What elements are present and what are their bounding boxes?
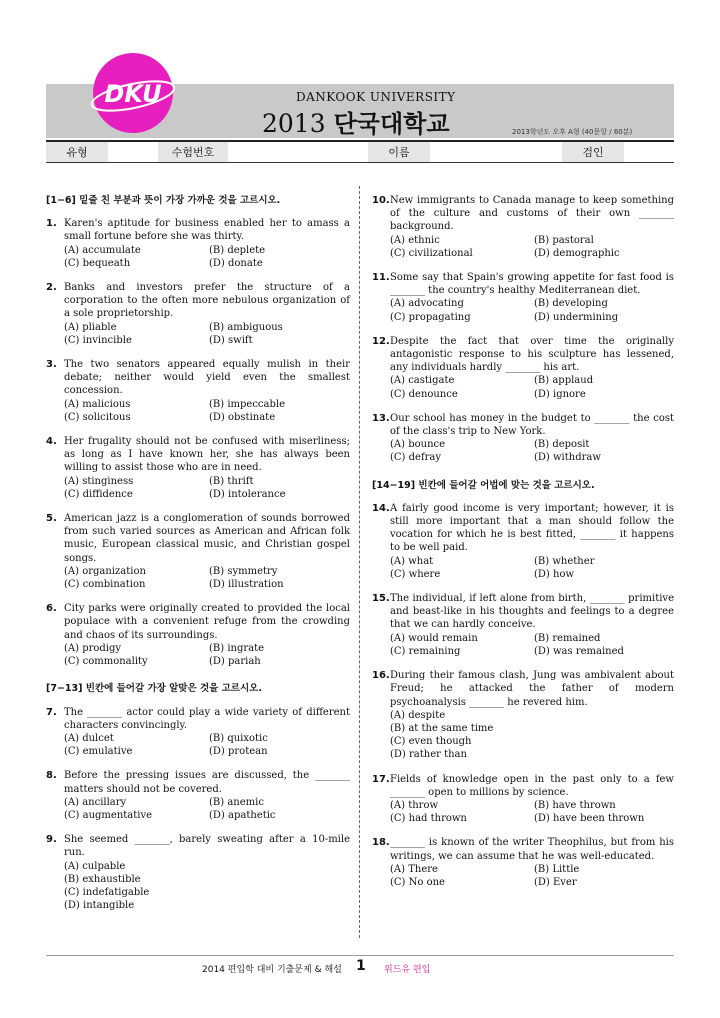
type-field[interactable] xyxy=(108,142,158,162)
question-stem: Before the pressing issues are discussed, the _______ matters should not be covered. xyxy=(64,770,350,795)
question-stem: During their famous clash, Jung was ambivalent about Freud; he attacked the father of modern psychoanalysis _______ he revered him. xyxy=(390,670,674,708)
answer-option[interactable]: (A) bounce xyxy=(390,439,446,451)
answer-option[interactable]: (A) malicious xyxy=(64,398,131,410)
answer-option[interactable]: (B) impeccable xyxy=(209,398,286,410)
question-body xyxy=(64,358,350,424)
answer-option[interactable]: (C) defray xyxy=(390,452,442,464)
right-column xyxy=(372,194,674,900)
answer-options xyxy=(64,475,350,501)
left-column xyxy=(46,194,350,923)
answer-option[interactable]: (A) organization xyxy=(64,565,146,577)
answer-option[interactable]: (C) No one xyxy=(390,876,445,888)
answer-option[interactable]: (D) ignore xyxy=(534,388,586,400)
question-stem: New immigrants to Canada manage to keep something of the culture and customs of their own _______ background. xyxy=(390,195,674,233)
question-number: 3. xyxy=(46,359,57,371)
question-number: 6. xyxy=(46,603,57,615)
question-item xyxy=(46,602,350,668)
question-item xyxy=(372,773,674,826)
answer-option[interactable]: (C) where xyxy=(390,568,441,580)
exam-year: 2013 xyxy=(262,109,326,138)
answer-option[interactable]: (B) symmetry xyxy=(209,565,278,577)
question-item xyxy=(372,271,674,324)
question-number: 1. xyxy=(46,218,57,230)
answer-option[interactable]: (D) undermining xyxy=(534,311,619,323)
question-body xyxy=(390,669,674,761)
question-body xyxy=(64,217,350,270)
question-stem: The _______ actor could play a wide variety of different characters convincingly. xyxy=(64,706,350,731)
question-stem: _______ is known of the writer Theophilus, but from his writings, we can assume that he was well-educated. xyxy=(390,837,674,862)
answer-option[interactable]: (D) apathetic xyxy=(209,809,276,821)
answer-option[interactable]: (D) intolerance xyxy=(209,488,286,500)
question-item xyxy=(372,502,674,581)
question-item xyxy=(372,412,674,465)
question-item xyxy=(46,769,350,822)
answer-option[interactable]: (D) Ever xyxy=(534,876,577,888)
answer-option[interactable]: (D) was remained xyxy=(534,645,624,657)
answer-option[interactable]: (C) commonality xyxy=(64,656,148,668)
section-heading: [7−13] 빈칸에 들어갈 가장 알맞은 것을 고르시오. xyxy=(46,683,262,695)
answer-option[interactable]: (C) combination xyxy=(64,579,146,591)
answer-option[interactable]: (D) obstinate xyxy=(209,411,276,423)
question-number: 15. xyxy=(372,593,390,605)
answer-option[interactable]: (C) solicitous xyxy=(64,411,131,423)
footer-brand: 위드유 편입 xyxy=(384,965,431,975)
answer-option[interactable]: (B) applaud xyxy=(534,375,594,387)
answer-options xyxy=(64,732,350,758)
answer-option[interactable]: (B) whether xyxy=(534,555,595,567)
answer-option[interactable]: (C) indefatigable xyxy=(64,886,150,898)
question-body xyxy=(390,592,674,658)
answer-option[interactable]: (D) withdraw xyxy=(534,452,601,464)
answer-option[interactable]: (D) protean xyxy=(209,746,268,758)
question-item xyxy=(46,512,350,591)
answer-option[interactable]: (A) castigate xyxy=(390,375,455,387)
inspection-label: 검인 xyxy=(562,142,624,162)
question-body xyxy=(64,833,350,912)
answer-options xyxy=(390,234,674,260)
answer-option[interactable]: (A) dulcet xyxy=(64,732,114,744)
section-heading: [14−19] 빈칸에 들어갈 어법에 맞는 것을 고르시오. xyxy=(372,479,595,491)
question-item xyxy=(372,669,674,761)
answer-options xyxy=(390,297,674,323)
answer-option[interactable]: (D) demographic xyxy=(534,247,620,259)
answer-option[interactable]: (B) deplete xyxy=(209,244,266,256)
question-stem: The individual, if left alone from birth, _______ primitive and beast-like in his thoughts and feelings to a degree that we can hardly conceive. xyxy=(390,593,674,631)
type-label: 유형 xyxy=(46,142,108,162)
question-item xyxy=(46,358,350,424)
answer-option[interactable]: (D) pariah xyxy=(209,656,261,668)
answer-option[interactable]: (D) have been thrown xyxy=(534,813,645,825)
question-number: 16. xyxy=(372,670,390,682)
question-stem: Her frugality should not be confused with miserliness; as long as I have known her, she has always been willing to assist those who are in need. xyxy=(64,436,350,474)
answer-option[interactable]: (A) pliable xyxy=(64,321,117,333)
answer-option[interactable]: (B) ingrate xyxy=(209,642,265,654)
answer-option[interactable]: (A) despite xyxy=(390,709,446,721)
answer-option[interactable]: (B) thrift xyxy=(209,475,254,487)
question-body xyxy=(64,281,350,347)
question-number: 7. xyxy=(46,706,57,718)
name-label: 이름 xyxy=(368,142,430,162)
answer-option[interactable]: (D) rather than xyxy=(390,749,467,761)
question-body xyxy=(64,706,350,759)
question-stem: The two senators appeared equally mulish in their debate; neither would yield even the smallest concession. xyxy=(64,359,350,397)
page-number: 1 xyxy=(356,958,366,974)
question-stem: City parks were originally created to provided the local populace with a convenient refuge from the crowding and chaos of its surroundings. xyxy=(64,603,350,641)
answer-option[interactable]: (C) emulative xyxy=(64,746,133,758)
answer-option[interactable]: (B) ambiguous xyxy=(209,321,283,333)
question-body xyxy=(64,769,350,822)
answer-option[interactable]: (C) had thrown xyxy=(390,813,467,825)
answer-option[interactable]: (C) remaining xyxy=(390,645,461,657)
answer-option[interactable]: (B) developing xyxy=(534,298,608,310)
answer-options xyxy=(64,398,350,424)
answer-options xyxy=(390,709,674,762)
answer-option[interactable]: (C) invincible xyxy=(64,334,132,346)
question-number: 9. xyxy=(46,834,57,846)
question-stem: Karen's aptitude for business enabled her to amass a small fortune before she was thirty. xyxy=(64,218,350,243)
answer-option[interactable]: (C) diffidence xyxy=(64,488,133,500)
university-name-english: DANKOOK UNIVERSITY xyxy=(296,90,456,104)
column-divider xyxy=(359,186,360,938)
logo-text: DKU xyxy=(104,80,162,108)
answer-option[interactable]: (B) quixotic xyxy=(209,732,268,744)
exam-number-field[interactable] xyxy=(228,142,368,162)
question-item xyxy=(46,833,350,912)
exam-info: 2013학년도 오후 A형 (40문항 / 60분) xyxy=(512,128,633,136)
answer-option[interactable]: (D) donate xyxy=(209,257,263,269)
question-stem: Despite the fact that over time the originally antagonistic response to his sculpture has lessened, any individuals hardly _______ his art. xyxy=(390,335,674,374)
question-number: 10. xyxy=(372,195,390,206)
question-number: 14. xyxy=(372,502,390,514)
question-body xyxy=(64,435,350,501)
answer-option[interactable]: (C) denounce xyxy=(390,388,458,400)
answer-options xyxy=(64,321,350,347)
answer-option[interactable]: (C) civilizational xyxy=(390,247,473,259)
footer-rule xyxy=(46,955,674,956)
question-item xyxy=(46,435,350,501)
question-stem: Some say that Spain's growing appetite for fast food is _______ the country's healthy Mediterranean diet. xyxy=(390,272,674,297)
question-item xyxy=(372,836,674,889)
answer-option[interactable]: (A) prodigy xyxy=(64,642,122,654)
answer-options xyxy=(390,438,674,464)
question-body xyxy=(390,335,674,401)
answer-option[interactable]: (A) what xyxy=(390,555,434,567)
answer-option[interactable]: (A) ancillary xyxy=(64,796,127,808)
answer-option[interactable]: (A) throw xyxy=(390,799,439,811)
question-stem: Fields of knowledge open in the past only to a few _______ open to millions by science. xyxy=(390,773,674,798)
question-body xyxy=(390,194,674,260)
question-body xyxy=(390,502,674,581)
inspection-field[interactable] xyxy=(624,142,674,162)
answer-options xyxy=(390,555,674,581)
question-body xyxy=(390,836,674,889)
question-number: 2. xyxy=(46,282,57,294)
answer-options xyxy=(390,632,674,658)
question-item xyxy=(46,706,350,759)
question-item xyxy=(372,335,674,401)
answer-option[interactable]: (A) culpable xyxy=(64,860,126,872)
answer-option[interactable]: (D) illustration xyxy=(209,579,284,591)
exam-title xyxy=(262,104,450,139)
question-item xyxy=(46,217,350,270)
answer-options xyxy=(390,863,674,889)
answer-option[interactable]: (A) advocating xyxy=(390,298,464,310)
answer-option[interactable]: (B) deposit xyxy=(534,439,590,451)
name-field[interactable] xyxy=(430,142,562,162)
section-heading: [1−6] 밑줄 친 부분과 뜻이 가장 가까운 것을 고르시오. xyxy=(46,195,281,206)
answer-option[interactable]: (B) anemic xyxy=(209,796,264,808)
answer-option[interactable]: (D) intangible xyxy=(64,900,135,912)
answer-option[interactable]: (B) exhaustible xyxy=(64,873,141,885)
question-number: 13. xyxy=(372,412,390,424)
question-stem: Banks and investors prefer the structure of a corporation to the often more nebulous organization of a sole proprietorship. xyxy=(64,282,350,320)
question-stem: American jazz is a conglomeration of sounds borrowed from such varied sources as American and African folk music, European classical music, and Christian gospel songs. xyxy=(64,513,350,564)
answer-option[interactable]: (A) There xyxy=(390,863,438,875)
question-stem: Our school has money in the budget to _______ the cost of the class's trip to New York. xyxy=(390,412,674,438)
question-stem: She seemed _______, barely sweating after a 10-mile run. xyxy=(64,834,350,859)
question-number: 8. xyxy=(46,770,57,782)
question-body xyxy=(390,412,674,465)
answer-options xyxy=(64,796,350,822)
question-number: 11. xyxy=(372,272,390,284)
question-number: 5. xyxy=(46,513,57,525)
question-body xyxy=(64,602,350,668)
answer-option[interactable]: (C) propagating xyxy=(390,311,471,323)
question-number: 4. xyxy=(46,436,57,448)
question-body xyxy=(390,773,674,826)
answer-option[interactable]: (A) stinginess xyxy=(64,475,134,487)
answer-options xyxy=(390,799,674,825)
answer-option[interactable]: (D) swift xyxy=(209,334,253,346)
university-logo xyxy=(90,50,176,136)
question-item xyxy=(372,194,674,260)
answer-options xyxy=(64,244,350,270)
answer-options xyxy=(390,374,674,400)
answer-option[interactable]: (A) would remain xyxy=(390,632,478,644)
question-number: 18. xyxy=(372,837,390,849)
answer-option[interactable]: (C) augmentative xyxy=(64,809,153,821)
candidate-info-row xyxy=(46,140,674,163)
university-name-korean: 단국대학교 xyxy=(333,110,450,138)
answer-option[interactable]: (A) ethnic xyxy=(390,234,440,246)
answer-option[interactable]: (B) have thrown xyxy=(534,799,616,811)
question-number: 12. xyxy=(372,335,390,347)
answer-option[interactable]: (C) bequeath xyxy=(64,257,131,269)
question-item xyxy=(372,592,674,658)
answer-options xyxy=(64,860,350,913)
answer-options xyxy=(64,642,350,668)
answer-option[interactable]: (B) Little xyxy=(534,863,580,875)
answer-option[interactable]: (C) even though xyxy=(390,736,472,748)
exam-number-label: 수험번호 xyxy=(158,142,228,162)
answer-option[interactable]: (B) at the same time xyxy=(390,722,494,734)
question-body xyxy=(390,271,674,324)
answer-options xyxy=(64,565,350,591)
answer-option[interactable]: (B) pastoral xyxy=(534,234,594,246)
question-body xyxy=(64,512,350,591)
answer-option[interactable]: (D) how xyxy=(534,568,575,580)
answer-option[interactable]: (A) accumulate xyxy=(64,244,141,256)
question-stem: A fairly good income is very important; however, it is still more important that a man should follow the vocation for which he is best fitted, _______ it happens to be well paid. xyxy=(390,502,674,554)
footer-title: 2014 편입학 대비 기출문제 & 해설 xyxy=(202,965,342,975)
question-number: 17. xyxy=(372,773,390,785)
question-item xyxy=(46,281,350,347)
answer-option[interactable]: (B) remained xyxy=(534,632,601,644)
